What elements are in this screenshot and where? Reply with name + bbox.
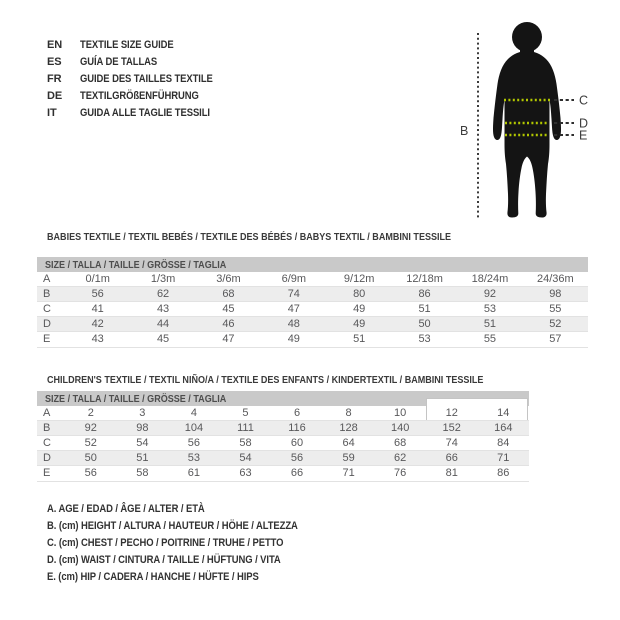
language-row — [47, 36, 234, 53]
measurement-legend — [47, 500, 339, 586]
row-label: D — [43, 451, 51, 464]
table-row — [37, 272, 588, 287]
size-cell: 45 — [222, 302, 235, 315]
row-label: C — [43, 302, 51, 315]
size-cell: 47 — [222, 333, 235, 345]
language-row — [47, 70, 234, 87]
language-label: GUIDE DES TAILLES TEXTILE — [80, 72, 213, 85]
label-hip-e: E — [579, 128, 588, 143]
size-cell: 43 — [91, 333, 104, 345]
size-cell: 140 — [390, 421, 410, 434]
row-label: A — [43, 406, 51, 419]
size-cell: 9/12m — [343, 272, 375, 285]
table-row — [37, 332, 588, 347]
language-label: GUIDA ALLE TAGLIE TESSILI — [80, 106, 210, 119]
size-cell: 128 — [339, 421, 358, 434]
babies-size-header — [37, 257, 588, 272]
language-row — [47, 104, 234, 121]
legend-line-text: E. (cm) HIP / CADERA / HANCHE / HÜFTE / HIPS — [47, 571, 259, 584]
language-code: ES — [47, 55, 62, 68]
babies-table-title — [47, 231, 517, 243]
language-label: TEXTILE SIZE GUIDE — [80, 38, 174, 51]
size-cell: 92 — [84, 421, 97, 434]
size-cell: 6/9m — [281, 272, 307, 285]
size-cell: 104 — [184, 421, 204, 434]
table-row — [37, 287, 588, 302]
size-cell: 55 — [549, 302, 562, 315]
size-cell: 46 — [222, 317, 235, 330]
label-chest-c: C — [579, 93, 589, 108]
size-cell: 14 — [497, 406, 510, 419]
size-cell: 45 — [156, 333, 170, 345]
size-cell: 43 — [156, 302, 170, 315]
size-cell: 47 — [287, 302, 300, 315]
size-cell: 53 — [483, 302, 497, 315]
size-cell: 56 — [290, 451, 304, 464]
legend-line-text: B. (cm) HEIGHT / ALTURA / HAUTEUR / HÖHE / ALTEZZA — [47, 519, 298, 532]
size-cell: 84 — [497, 436, 510, 449]
size-cell: 41 — [91, 302, 104, 315]
size-cell: 51 — [353, 333, 366, 345]
legend-line — [47, 517, 339, 534]
size-cell: 60 — [290, 436, 304, 449]
table-row — [37, 302, 588, 317]
size-cell: 80 — [353, 287, 366, 300]
size-cell: 53 — [187, 451, 201, 464]
size-cell: 10 — [394, 406, 407, 419]
language-label: GUÍA DE TALLAS — [80, 55, 158, 68]
size-cell: 63 — [239, 467, 252, 479]
size-cell: 3 — [139, 406, 146, 419]
size-cell: 71 — [497, 451, 510, 464]
size-cell: 52 — [549, 317, 562, 330]
size-cell: 12 — [445, 406, 458, 419]
size-cell: 71 — [342, 467, 355, 479]
size-cell: 98 — [136, 421, 149, 434]
language-row — [47, 87, 234, 104]
language-code: EN — [47, 38, 63, 51]
size-cell: 116 — [288, 421, 306, 434]
children-table-title — [47, 374, 555, 386]
legend-line — [47, 500, 339, 517]
size-cell: 1/3m — [150, 272, 176, 285]
size-cell: 66 — [290, 467, 304, 479]
size-cell: 56 — [91, 287, 104, 300]
size-cell: 92 — [483, 287, 497, 300]
language-label: TEXTILGRÖßENFÜHRUNG — [80, 89, 199, 102]
label-height-b: B — [460, 124, 469, 138]
children-size-header-text: SIZE / TALLA / TAILLE / GRÖSSE / TAGLIA — [45, 392, 227, 405]
size-cell: 64 — [342, 436, 355, 449]
size-cell: 50 — [84, 451, 97, 464]
babies-size-table — [37, 257, 588, 348]
size-cell: 81 — [445, 467, 458, 479]
size-cell: 55 — [483, 333, 497, 345]
row-label: C — [43, 436, 51, 449]
size-cell: 52 — [84, 436, 97, 449]
size-cell: 56 — [84, 467, 97, 479]
child-silhouette-icon — [493, 22, 561, 218]
size-cell: 58 — [136, 467, 149, 479]
row-label: B — [43, 287, 51, 300]
size-cell: 111 — [237, 421, 254, 434]
size-cell: 6 — [293, 406, 301, 419]
language-code: IT — [47, 106, 57, 119]
size-cell: 5 — [242, 406, 249, 419]
table-row — [37, 317, 588, 332]
table-row — [37, 406, 529, 421]
size-cell: 98 — [549, 287, 562, 300]
table-row — [37, 451, 529, 466]
size-cell: 4 — [190, 406, 197, 419]
size-cell: 44 — [156, 317, 170, 330]
babies-table-rows — [37, 272, 588, 348]
legend-line-text: D. (cm) WAIST / CINTURA / TAILLE / HÜFTUNG / VITA — [47, 554, 281, 567]
size-cell: 62 — [156, 287, 170, 300]
babies-size-header-text: SIZE / TALLA / TAILLE / GRÖSSE / TAGLIA — [45, 258, 227, 271]
size-cell: 2 — [87, 406, 94, 419]
size-cell: 86 — [418, 287, 431, 300]
size-cell: 66 — [445, 451, 458, 464]
language-row — [47, 53, 234, 70]
row-label: D — [43, 317, 51, 330]
row-label: E — [43, 333, 51, 345]
size-cell: 0/1m — [85, 272, 110, 285]
children-table-title-text: CHILDREN'S TEXTILE / TEXTIL NIÑO/A / TEXTILE DES ENFANTS / KINDERTEXTIL / BAMBINI TESSILE — [47, 374, 484, 386]
size-cell: 74 — [445, 436, 458, 449]
size-cell: 58 — [239, 436, 252, 449]
size-cell: 51 — [418, 302, 431, 315]
legend-line-text: A. AGE / EDAD / ÂGE / ALTER / ETÀ — [47, 502, 205, 515]
label-waist-d: D — [579, 116, 589, 131]
size-cell: 49 — [353, 317, 366, 330]
size-cell: 24/36m — [536, 272, 574, 285]
row-label: E — [43, 467, 51, 479]
size-cell: 54 — [136, 436, 149, 449]
babies-table-title-text: BABIES TEXTILE / TEXTIL BEBÉS / TEXTILE DES BÉBÉS / BABYS TEXTIL / BAMBINI TESSILE — [47, 231, 452, 243]
legend-line — [47, 552, 339, 569]
size-cell: 62 — [394, 451, 407, 464]
children-size-table — [37, 391, 529, 482]
size-cell: 61 — [187, 467, 201, 479]
size-cell: 68 — [394, 436, 407, 449]
size-cell: 3/6m — [216, 272, 241, 285]
size-cell: 42 — [91, 317, 104, 330]
size-cell: 49 — [287, 333, 300, 345]
table-row — [37, 466, 529, 481]
table-row — [37, 421, 529, 436]
size-cell: 68 — [222, 287, 235, 300]
size-cell: 59 — [342, 451, 355, 464]
child-measurement-figure — [450, 10, 615, 225]
size-cell: 53 — [418, 333, 431, 345]
size-cell: 12/18m — [406, 272, 443, 285]
size-cell: 48 — [287, 317, 300, 330]
row-label: B — [43, 421, 51, 434]
size-cell: 54 — [239, 451, 252, 464]
legend-line — [47, 569, 339, 586]
size-cell: 86 — [497, 467, 510, 479]
legend-line-text: C. (cm) CHEST / PECHO / POITRINE / TRUHE / PETTO — [47, 536, 284, 549]
size-cell: 51 — [483, 317, 497, 330]
size-cell: 74 — [287, 287, 300, 300]
language-code: DE — [47, 89, 63, 102]
size-cell: 76 — [394, 467, 407, 479]
size-cell: 152 — [442, 421, 461, 434]
children-table-rows — [37, 406, 529, 482]
language-list — [47, 36, 234, 121]
size-cell: 57 — [549, 333, 562, 345]
size-cell: 49 — [353, 302, 366, 315]
row-label: A — [43, 272, 51, 285]
size-cell: 50 — [418, 317, 431, 330]
size-cell: 164 — [494, 421, 513, 434]
table-row — [37, 436, 529, 451]
legend-line — [47, 534, 339, 551]
size-cell: 56 — [187, 436, 201, 449]
language-code: FR — [47, 72, 62, 85]
size-cell: 18/24m — [471, 272, 509, 285]
size-cell: 8 — [345, 406, 352, 419]
size-cell: 51 — [136, 451, 149, 464]
